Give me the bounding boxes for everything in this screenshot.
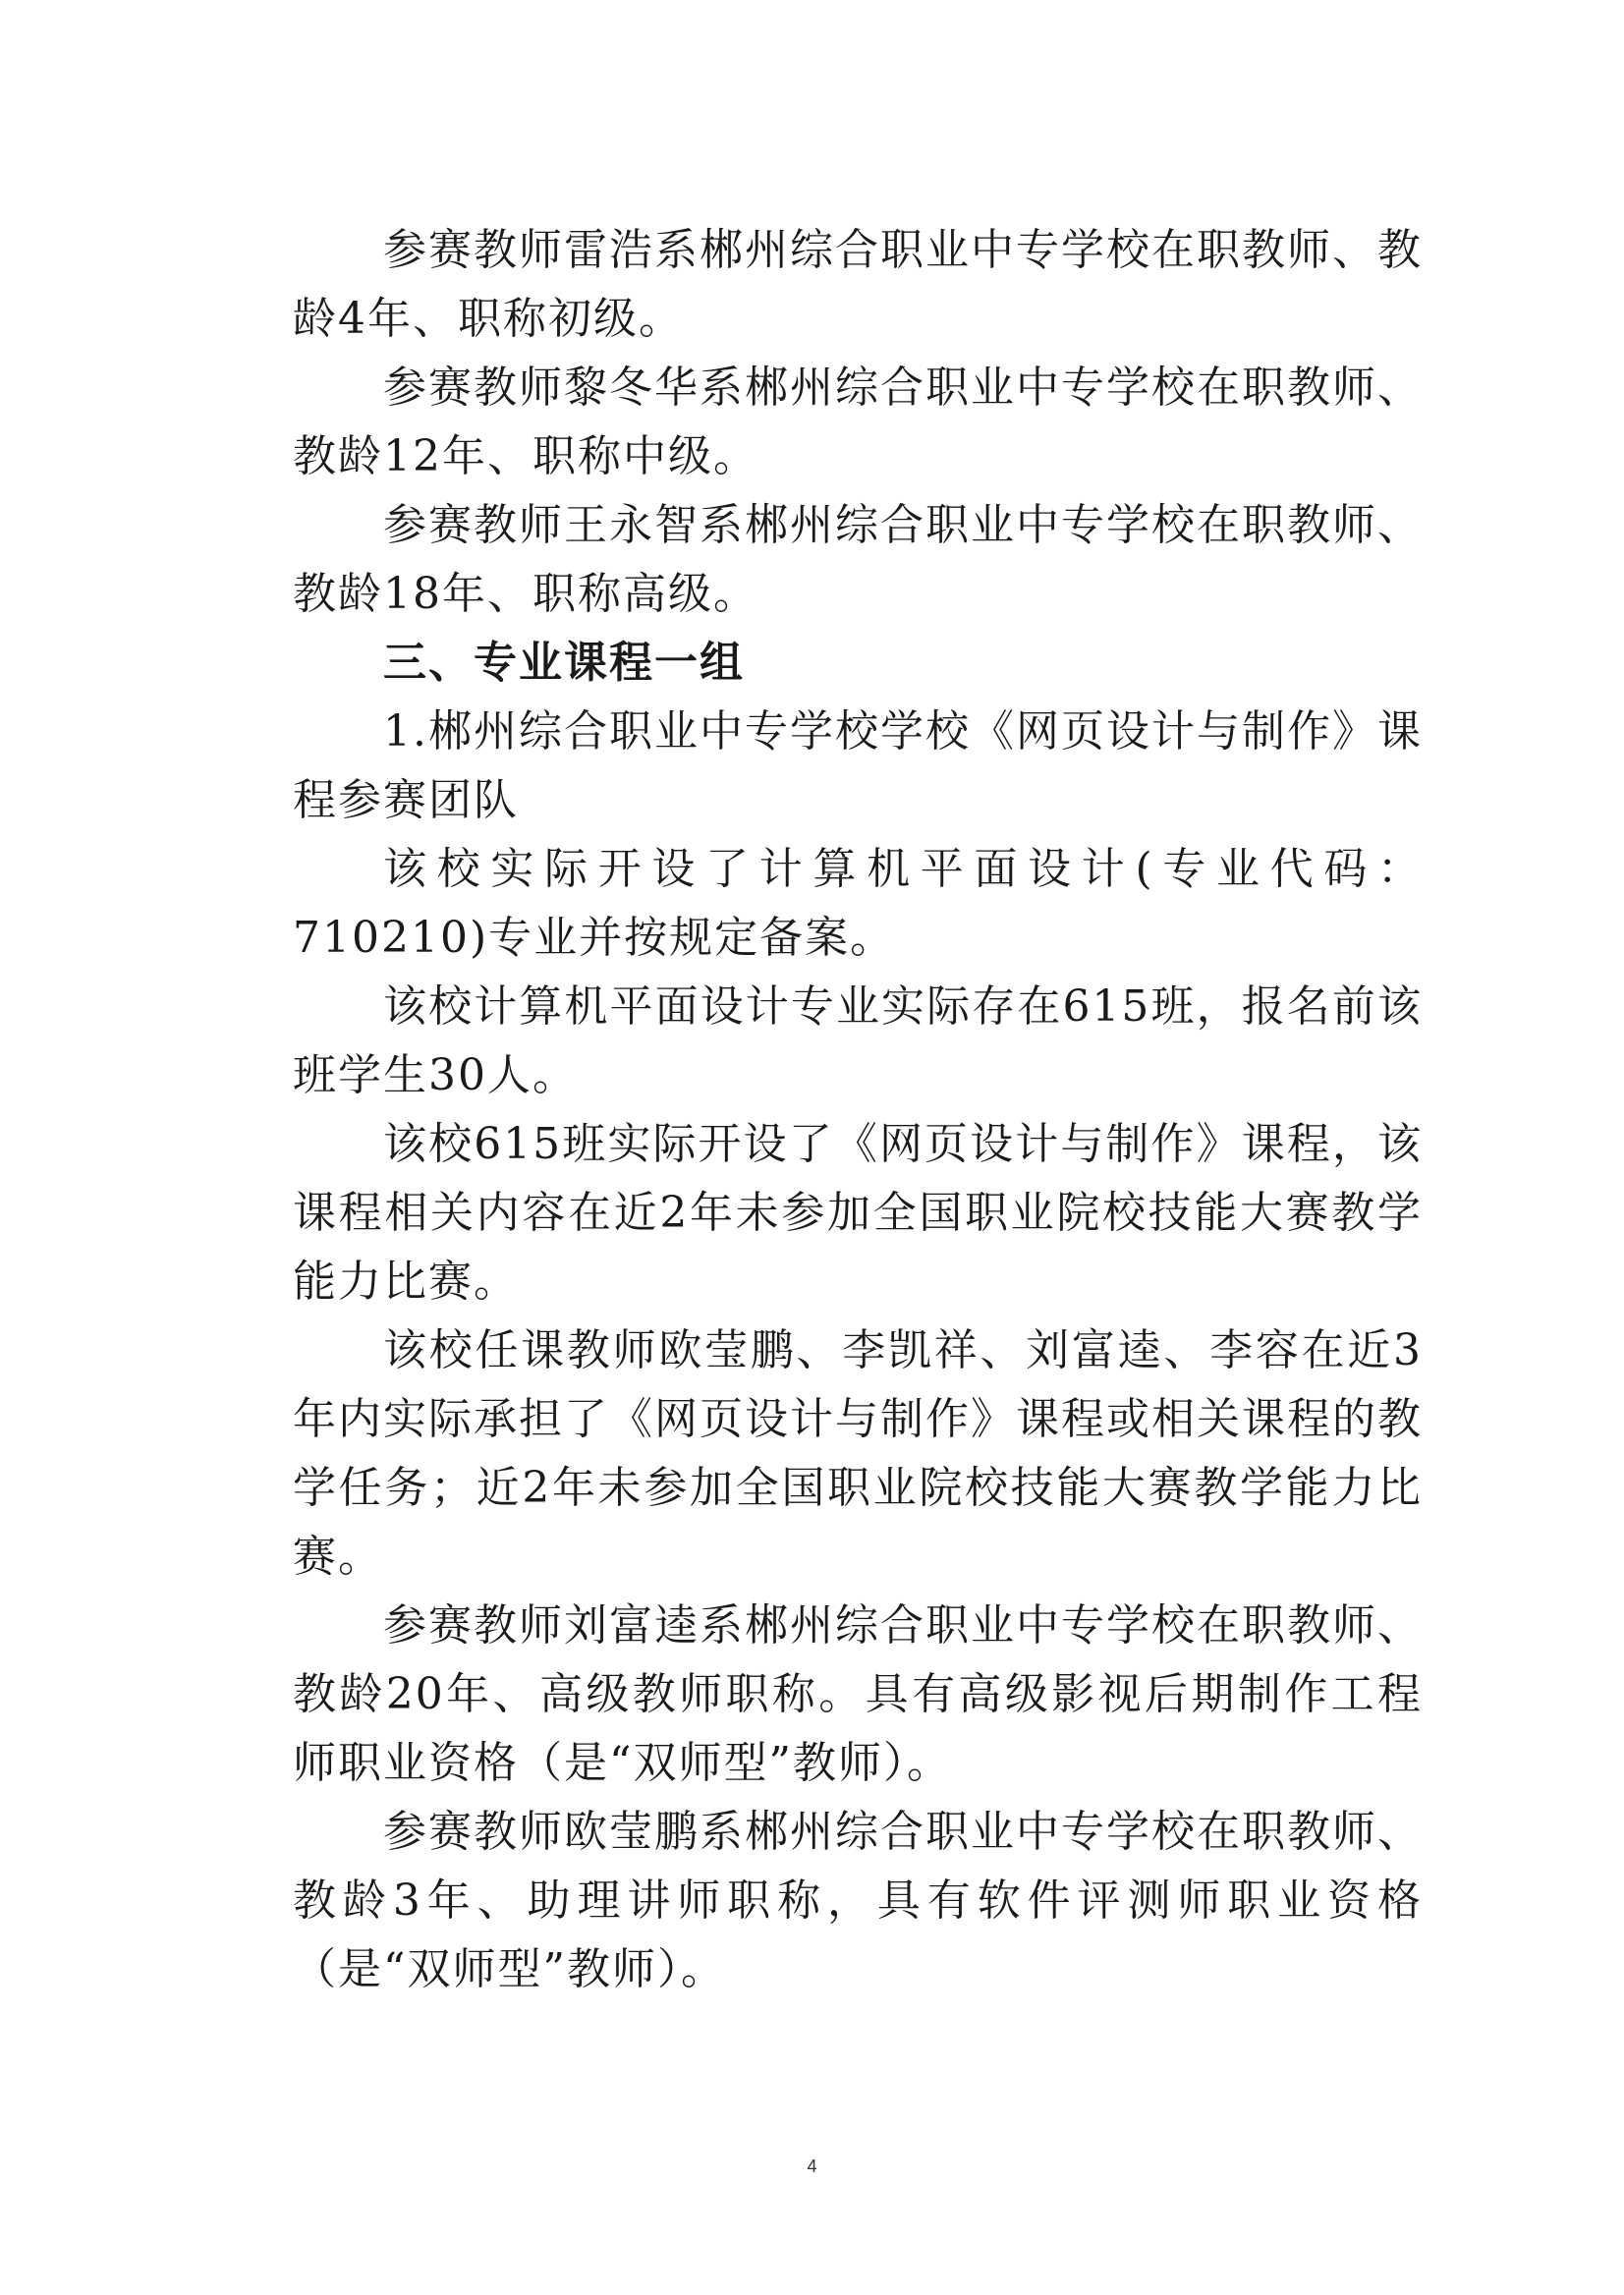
paragraph-teacher-lei-hao: 参赛教师雷浩系郴州综合职业中专学校在职教师、教龄4年、职称初级。 <box>293 225 1423 344</box>
page-number: 4 <box>807 2156 817 2176</box>
paragraph-major-offered: 该校实际开设了计算机平面设计(专业代码：710210)专业并按规定备案。 <box>293 844 1423 963</box>
paragraph-teaching-staff: 该校任课教师欧莹鹏、李凯祥、刘富逵、李容在近3年内实际承担了《网页设计与制作》课程或相关课程的教学任务；近2年未参加全国职业院校技能大赛教学能力比赛。 <box>293 1325 1423 1582</box>
paragraph-class-size: 该校计算机平面设计专业实际存在615班，报名前该班学生30人。 <box>293 981 1423 1100</box>
paragraph-teacher-liu-fukui: 参赛教师刘富逵系郴州综合职业中专学校在职教师、教龄20年、高级教师职称。具有高级影视后期制作工程师职业资格（是“双师型”教师）。 <box>293 1600 1423 1788</box>
paragraph-teacher-li-donghua: 参赛教师黎冬华系郴州综合职业中专学校在职教师、教龄12年、职称中级。 <box>293 363 1423 481</box>
paragraph-teacher-ou-yingpeng: 参赛教师欧莹鹏系郴州综合职业中专学校在职教师、教龄3年、助理讲师职称，具有软件评测师职业资格（是“双师型”教师）。 <box>293 1807 1423 1994</box>
paragraph-course-offered: 该校615班实际开设了《网页设计与制作》课程，该课程相关内容在近2年未参加全国职业院校技能大赛教学能力比赛。 <box>293 1119 1423 1307</box>
subsection-title: 1.郴州综合职业中专学校学校《网页设计与制作》课程参赛团队 <box>293 706 1423 825</box>
document-body <box>293 216 1423 2004</box>
paragraph-teacher-wang-yongzhi: 参赛教师王永智系郴州综合职业中专学校在职教师、教龄18年、职称高级。 <box>293 500 1423 619</box>
section-heading: 三、专业课程一组 <box>383 638 745 688</box>
